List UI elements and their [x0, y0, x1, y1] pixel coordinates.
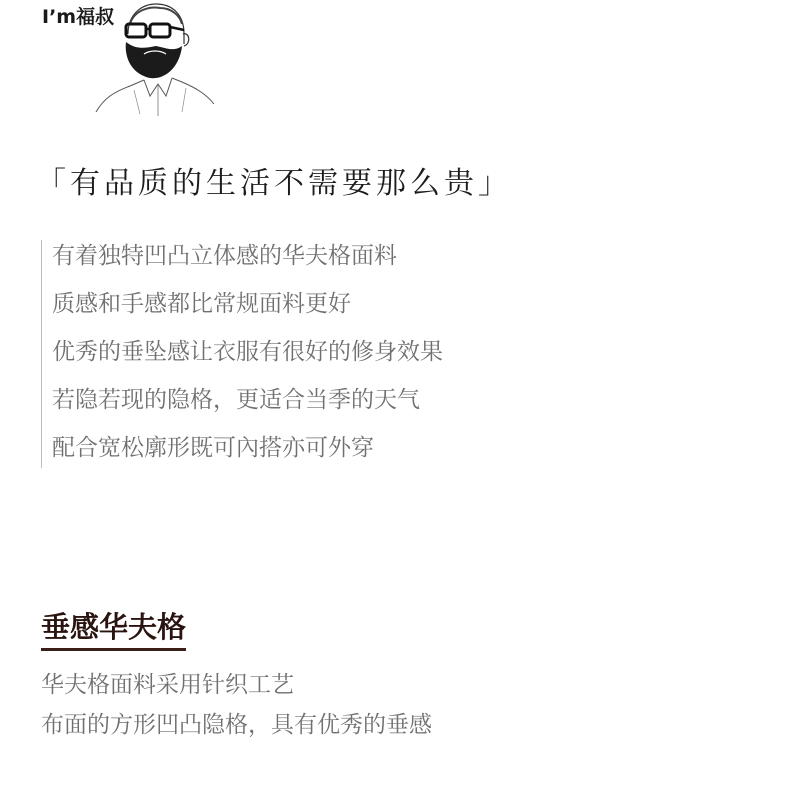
brand-name: I’m福叔 [42, 6, 115, 28]
section-title: 垂感华夫格 [41, 605, 186, 651]
list-item: 优秀的垂坠感让衣服有很好的修身效果 [52, 339, 443, 365]
description-line: 布面的方形凹凸隐格，具有优秀的垂感 [41, 712, 432, 738]
section-description [41, 668, 432, 748]
avatar-illustration [94, 0, 218, 118]
headline: 「有品质的生活不需要那么贵」 [36, 166, 512, 201]
feature-list [41, 240, 443, 468]
list-item: 配合宽松廓形既可內搭亦可外穿 [52, 435, 374, 461]
list-item: 有着独特凹凸立体感的华夫格面料 [52, 243, 397, 269]
description-line: 华夫格面料采用针织工艺 [41, 672, 294, 698]
list-item: 质感和手感都比常规面料更好 [52, 291, 351, 317]
list-item: 若隐若现的隐格，更适合当季的天气 [52, 387, 420, 413]
